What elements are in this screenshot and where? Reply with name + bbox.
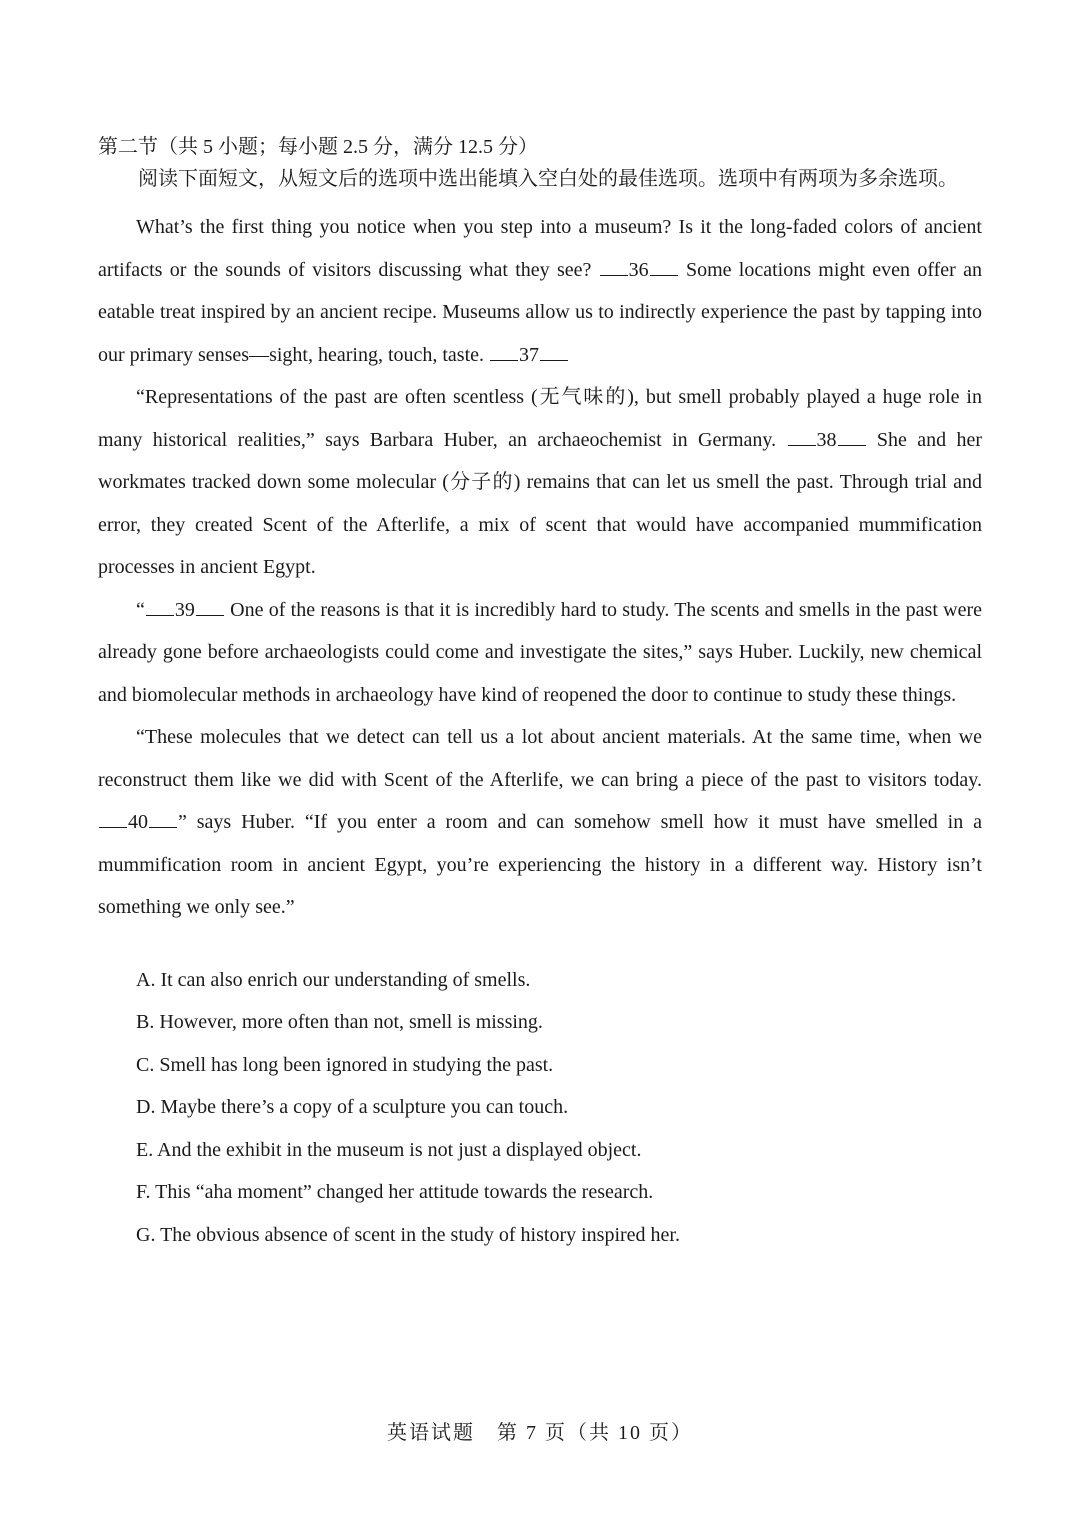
option-c: C. Smell has long been ignored in studying the past. xyxy=(136,1053,554,1076)
blank-36: 36 xyxy=(599,259,679,281)
paragraph-3-text-a: One of the reasons is that it is incredibly hard to study. The scents and smells in the past were already gone before archaeologists could come and investigate the sites,” says Huber. Luckily, new chemical and biomolecular methods in archaeology have kind of reopened the door to continue to study these things. xyxy=(98,598,983,706)
paragraph-2-text-b: She and her workmates tracked down some molecular (分子的) remains that can let us smell the past. Through trial and error, they created Scent of the Afterlife, a mix of scent that would have accompanied mummification processes in ancient Egypt. xyxy=(98,428,983,578)
options-list xyxy=(98,959,982,1257)
paragraph-1 xyxy=(98,206,982,376)
paragraph-4 xyxy=(98,716,982,929)
paragraph-2-text-a: “Representations of the past are often scentless (无气味的), but smell probably played a huge role in many historical realities,” says Barbara Huber, an archaeochemist in Germany. xyxy=(98,386,982,451)
blank-38: 38 xyxy=(787,429,867,451)
option-e: E. And the exhibit in the museum is not just a displayed object. xyxy=(136,1138,642,1161)
paragraph-1-text-a: What’s the first thing you notice when you step into a museum? Is it the long-faded colors of ancient artifacts or the sounds of visitors discussing what they see? xyxy=(98,216,982,281)
open-quote: “ xyxy=(136,598,145,621)
paragraph-3 xyxy=(98,589,982,717)
option-a: A. It can also enrich our understanding of smells. xyxy=(136,968,531,991)
option-g: G. The obvious absence of scent in the study of history inspired her. xyxy=(136,1223,680,1246)
option-b: B. However, more often than not, smell is missing. xyxy=(136,1011,543,1033)
exam-page xyxy=(98,130,982,1256)
passage xyxy=(98,206,982,929)
option-d: D. Maybe there’s a copy of a sculpture you can touch. xyxy=(136,1096,569,1118)
blank-39: 39 xyxy=(145,599,225,621)
paragraph-1-text-b: Some locations might even offer an eatable treat inspired by an ancient recipe. Museums allow us to indirectly experience the past by tapping into our primary senses—sight, hearing, touch, taste. xyxy=(98,258,982,366)
instructions: 阅读下面短文，从短文后的选项中选出能填入空白处的最佳选项。选项中有两项为多余选项。 xyxy=(138,168,958,190)
section-header: 第二节（共 5 小题；每小题 2.5 分，满分 12.5 分） xyxy=(98,136,538,158)
blank-40: 40 xyxy=(98,811,178,833)
blank-37: 37 xyxy=(489,344,569,366)
option-f: F. This “aha moment” changed her attitude towards the research. xyxy=(136,1181,654,1203)
paragraph-2 xyxy=(98,376,982,589)
paragraph-4-text-a: “These molecules that we detect can tell us a lot about ancient materials. At the same time, when we reconstruct them like we did with Scent of the Afterlife, we can bring a piece of the past to visitors today. xyxy=(98,726,982,791)
page-footer: 英语试题 第 7 页（共 10 页） xyxy=(387,1422,693,1444)
paragraph-4-text-b: ” says Huber. “If you enter a room and can somehow smell how it must have smelled in a mummification room in ancient Egypt, you’re experiencing the history in a different way. History isn’t something we only see.” xyxy=(98,811,982,918)
